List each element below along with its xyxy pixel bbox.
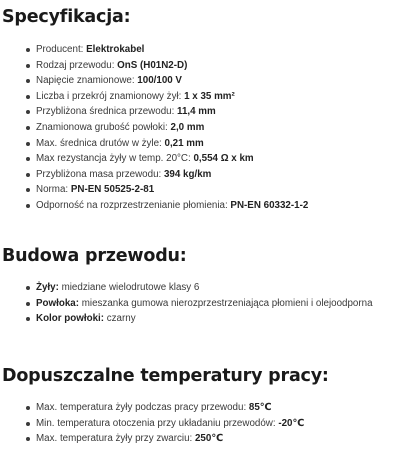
- bullet-icon: [26, 157, 30, 161]
- list-item: Liczba i przekrój znamionowy żył: 1 x 35 mm²: [0, 89, 410, 105]
- list-item: Znamionowa grubość powłoki: 2,0 mm: [0, 120, 410, 136]
- bullet-icon: [26, 302, 30, 306]
- list-item: Przybliżona masa przewodu: 394 kg/km: [0, 167, 410, 183]
- specification-list: [0, 42, 410, 214]
- bullet-icon: [26, 406, 30, 410]
- bullet-icon: [26, 422, 30, 426]
- list-item: Kolor powłoki: czarny: [0, 311, 410, 327]
- bullet-icon: [26, 110, 30, 114]
- bullet-icon: [26, 64, 30, 68]
- bullet-icon: [26, 173, 30, 177]
- list-item: Rodzaj przewodu: OnS (H01N2-D): [0, 58, 410, 74]
- list-item: Max. temperatura żyły przy zwarciu: 250℃: [0, 431, 410, 447]
- list-item: Max rezystancja żyły w temp. 20°C: 0,554 Ω x km: [0, 151, 410, 167]
- bullet-icon: [26, 79, 30, 83]
- specification-section: [0, 6, 410, 214]
- specification-heading: Specyfikacja:: [2, 7, 131, 27]
- bullet-icon: [26, 48, 30, 52]
- bullet-icon: [26, 95, 30, 99]
- list-item: Min. temperatura otoczenia przy układaniu przewodów: -20℃: [0, 416, 410, 432]
- list-item: Norma: PN-EN 50525-2-81: [0, 182, 410, 198]
- temperatures-list: [0, 400, 410, 447]
- bullet-icon: [26, 142, 30, 146]
- list-item: Odporność na rozprzestrzenianie płomienia: PN-EN 60332-1-2: [0, 198, 410, 214]
- bullet-icon: [26, 317, 30, 321]
- list-item: Przybliżona średnica przewodu: 11,4 mm: [0, 104, 410, 120]
- bullet-icon: [26, 126, 30, 130]
- bullet-icon: [26, 188, 30, 192]
- list-item: Max. temperatura żyły podczas pracy przewodu: 85℃: [0, 400, 410, 416]
- construction-section: [0, 245, 410, 327]
- temperatures-heading: Dopuszczalne temperatury pracy:: [2, 366, 329, 386]
- construction-list: [0, 280, 410, 327]
- bullet-icon: [26, 437, 30, 441]
- list-item: Max. średnica drutów w żyle: 0,21 mm: [0, 136, 410, 152]
- construction-heading: Budowa przewodu:: [2, 246, 187, 266]
- bullet-icon: [26, 286, 30, 290]
- list-item: Powłoka: mieszanka gumowa nierozprzestrzeniająca płomieni i olejoodporna: [0, 296, 410, 312]
- bullet-icon: [26, 204, 30, 208]
- list-item: Producent: Elektrokabel: [0, 42, 410, 58]
- list-item: Napięcie znamionowe: 100/100 V: [0, 73, 410, 89]
- list-item: Żyły: miedziane wielodrutowe klasy 6: [0, 280, 410, 296]
- temperatures-section: [0, 365, 410, 447]
